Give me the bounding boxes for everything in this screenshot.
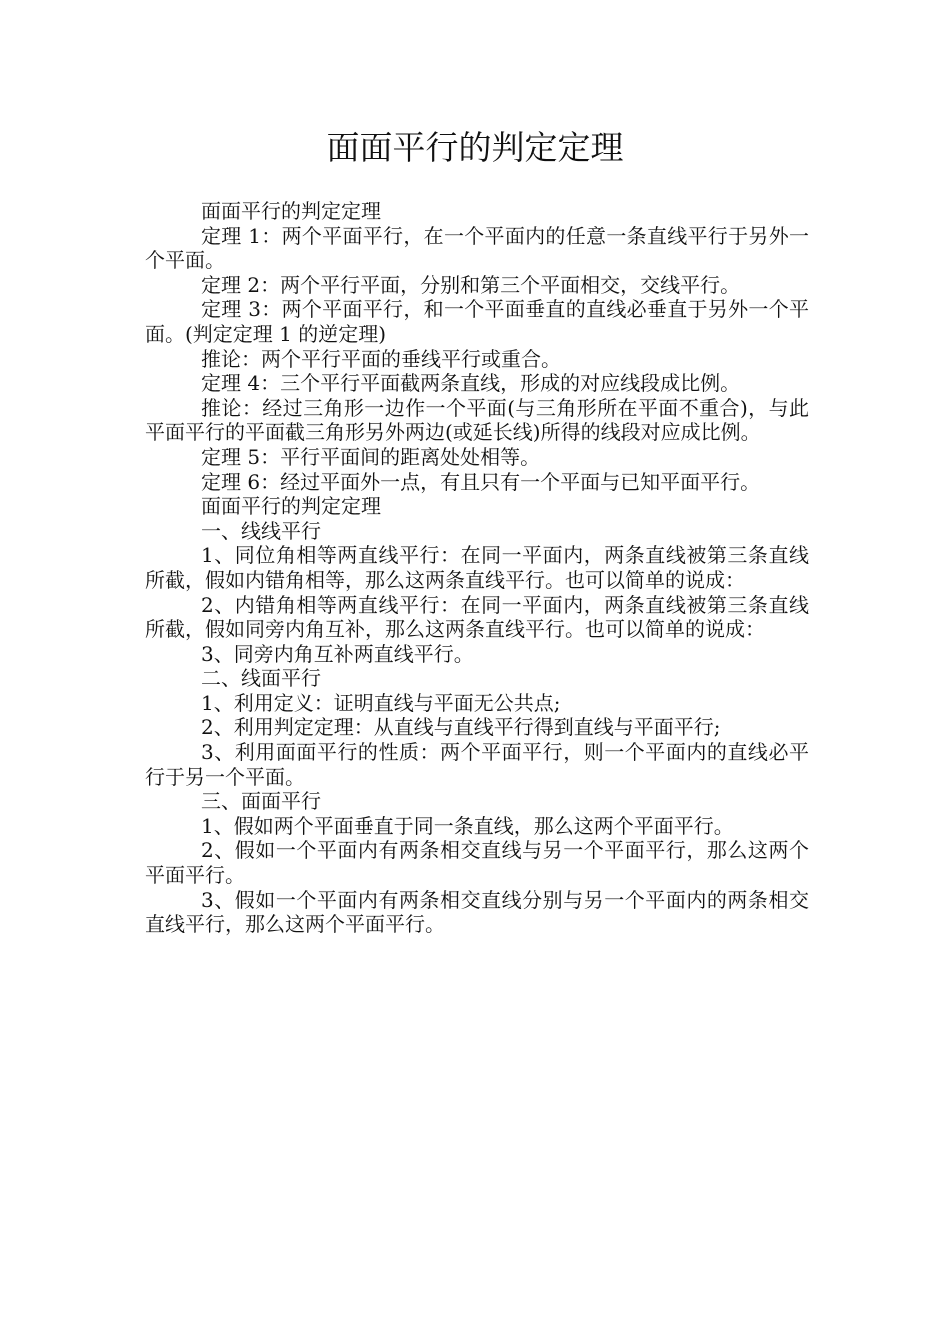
paragraph-line-line-3: 3、同旁内角互补两直线平行。	[201, 641, 474, 666]
paragraph-theorem-2: 定理 2：两个平行平面，分别和第三个平面相交，交线平行。	[201, 272, 741, 297]
paragraph-line-plane-1: 1、利用定义：证明直线与平面无公共点;	[201, 690, 561, 715]
paragraph-line-line-2: 2、内错角相等两直线平行：在同一平面内，两条直线被第三条直线所截，假如同旁内角互补，那么这两条直线平行。也可以简单的说成：	[145, 592, 809, 642]
section-heading-plane-plane: 三、面面平行	[201, 789, 321, 814]
paragraph-plane-plane-3: 3、假如一个平面内有两条相交直线分别与另一个平面内的两条相交直线平行，那么这两个平面平行。	[145, 887, 809, 937]
section-heading-line-line: 一、线线平行	[201, 518, 321, 543]
paragraph-theorem-6: 定理 6：经过平面外一点，有且只有一个平面与已知平面平行。	[201, 469, 761, 494]
paragraph-theorem-5: 定理 5：平行平面间的距离处处相等。	[201, 444, 541, 469]
paragraph-corollary-2: 推论：经过三角形一边作一个平面(与三角形所在平面不重合)，与此平面平行的平面截三角形另外两边(或延长线)所得的线段对应成比例。	[145, 395, 809, 445]
paragraph-corollary-1: 推论：两个平行平面的垂线平行或重合。	[201, 346, 561, 371]
paragraph-theorem-1: 定理 1：两个平面平行，在一个平面内的任意一条直线平行于另外一个平面。	[145, 223, 809, 273]
paragraph-heading: 面面平行的判定定理	[201, 199, 381, 223]
paragraph-plane-plane-1: 1、假如两个平面垂直于同一条直线，那么这两个平面平行。	[201, 813, 734, 838]
paragraph-plane-plane-2: 2、假如一个平面内有两条相交直线与另一个平面平行，那么这两个平面平行。	[145, 838, 809, 888]
section-heading-line-plane: 二、线面平行	[201, 666, 321, 691]
document-title: 面面平行的判定定理	[326, 128, 624, 167]
paragraph-line-plane-3: 3、利用面面平行的性质：两个平面平行，则一个平面内的直线必平行于另一个平面。	[145, 740, 809, 789]
paragraph-heading-repeat: 面面平行的判定定理	[201, 494, 381, 519]
paragraph-theorem-3: 定理 3：两个平面平行，和一个平面垂直的直线必垂直于另外一个平面。(判定定理 1 的逆定理)	[145, 297, 809, 346]
paragraph-theorem-4: 定理 4：三个平行平面截两条直线，形成的对应线段成比例。	[201, 371, 741, 396]
document-body	[145, 199, 809, 937]
paragraph-line-line-1: 1、同位角相等两直线平行：在同一平面内，两条直线被第三条直线所截，假如内错角相等，那么这两条直线平行。也可以简单的说成：	[145, 543, 809, 592]
paragraph-line-plane-2: 2、利用判定定理：从直线与直线平行得到直线与平面平行;	[201, 715, 721, 740]
